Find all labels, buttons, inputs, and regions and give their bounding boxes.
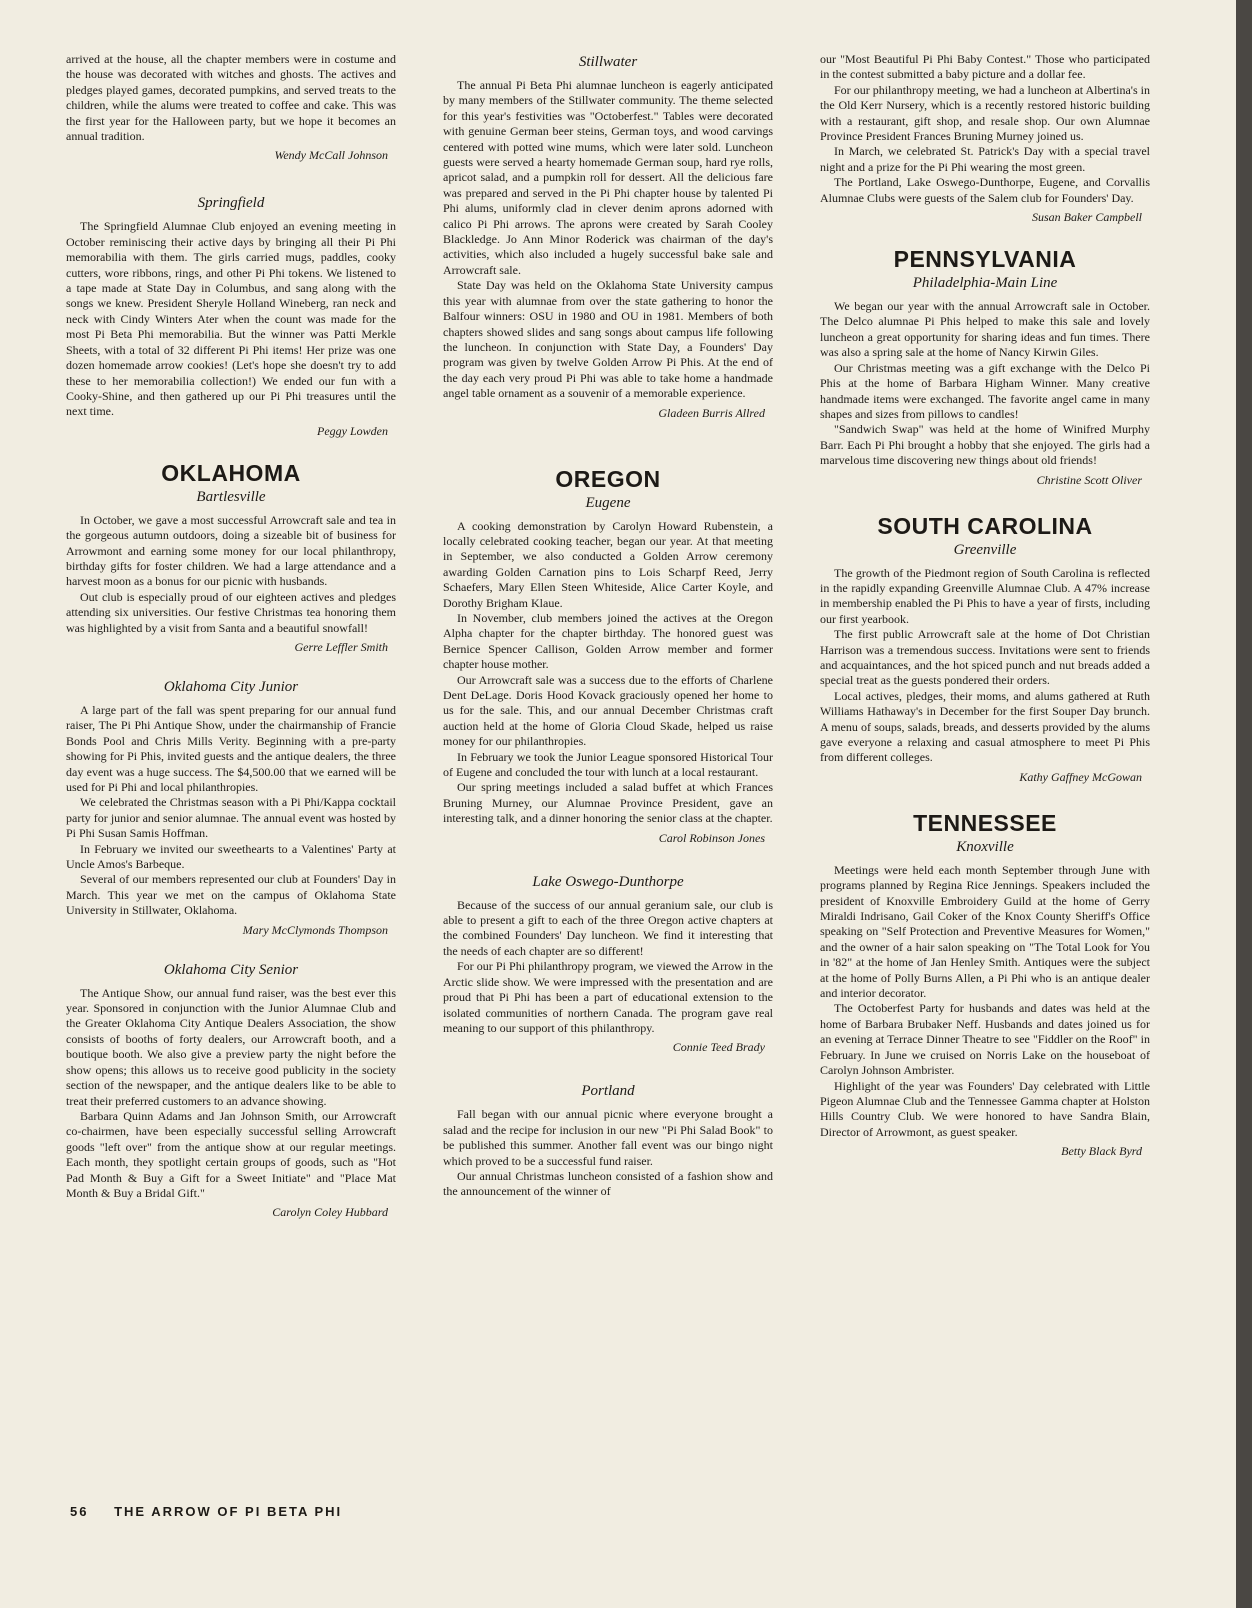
club-title: Bartlesville xyxy=(196,488,266,505)
author-signature: Susan Baker Campbell xyxy=(1032,210,1142,225)
author-signature: Gerre Leffler Smith xyxy=(294,639,388,654)
article-paragraph: The first public Arrowcraft sale at the home of Dot Christian Harrison was a tremendous success. Invitations were sent to friends and acquaintances, and the hot spiced punch and nut breads added a special treat as the guests pondered their orders. xyxy=(820,627,1150,688)
article-paragraph: arrived at the house, all the chapter members were in costume and the house was decorated with witches and ghosts. The actives and pledges played games, decorated pumpkins, and served treats to the children, while the alums were treated to coffee and cake. This was the first year for the Halloween party, but we hope it becomes an annual tradition. xyxy=(66,52,396,144)
article-paragraph: Our Arrowcraft sale was a success due to the efforts of Charlene Dent DeLage. Doris Hood Kovack graciously opened her home to us for the sale. This, and our annual December Christmas craft auction held at the home of Gloria Cloud Skade, helped us raise money for our philanthropies. xyxy=(443,672,773,749)
page-footer xyxy=(70,1504,342,1519)
article-paragraph: The annual Pi Beta Phi alumnae luncheon is eagerly anticipated by many members of the Stillwater community. The theme selected for this year's festivities was "Octoberfest." Tables were decorated with genuine German beer steins, German toys, and wood carvings centered with potted wine mums, which were later sold. Luncheon guests were served a hearty homemade German soup, hard rye rolls, apricot salad, and a pumpkin roll for dessert. All the delicious fare was prepared and served in the Pi Phi chapter house by talented Pi Phi alums, uniformly clad in clever denim aprons adorned with calico Pi Phi arrows. The aprons were created by Sarah Cooley Blackledge. Jo Ann Minor Roderick was chairman of the day's activities, which also included a hugely successful bake sale and Arrowcraft sale. xyxy=(443,78,773,277)
club-title: Philadelphia-Main Line xyxy=(912,275,1058,292)
article-paragraph: In February we invited our sweethearts to a Valentines' Party at Uncle Amos's Barbeque. xyxy=(66,841,396,872)
article-paragraph: In November, club members joined the actives at the Oregon Alpha chapter for the chapter birthday. The honored guest was Bernice Spencer Callison, Golden Arrow member and former chapter house mother. xyxy=(443,610,773,672)
article-paragraph: Our annual Christmas luncheon consisted of a fashion show and the announcement of the winner of xyxy=(443,1168,773,1199)
column-middle xyxy=(443,52,773,1200)
article-paragraph: The growth of the Piedmont region of South Carolina is reflected in the rapidly expanding Greenville Alumnae Club. A 47% increase in membership enabled the Pi Phis to have a year of firsts, including our first yearbook. xyxy=(820,565,1150,626)
article-paragraph: Out club is especially proud of our eighteen actives and pledges attending six universities. Our festive Christmas tea honoring them was highlighted by a visit from Santa and a beautiful snowfall! xyxy=(66,589,396,635)
state-heading: OREGON xyxy=(555,465,661,492)
author-signature: Carol Robinson Jones xyxy=(658,830,765,845)
article-paragraph: Fall began with our annual picnic where everyone brought a salad and the recipe for inclusion in our new "Pi Phi Salad Book" to be published this summer. Another fall event was our bingo night which proved to be a successful fund raiser. xyxy=(443,1107,773,1168)
author-signature: Mary McClymonds Thompson xyxy=(242,922,388,937)
club-title: Portland xyxy=(581,1083,635,1100)
club-title: Greenville xyxy=(953,541,1017,558)
article-paragraph: For our philanthropy meeting, we had a luncheon at Albertina's in the Old Kerr Nursery, which is a recently restored historic building with a restaurant, gift shop, and resale shop. Our own Alumnae Province President Frances Bruning Murney joined us. xyxy=(820,82,1150,144)
column-right xyxy=(820,52,1150,1159)
author-signature: Peggy Lowden xyxy=(317,423,388,438)
article-paragraph: Highlight of the year was Founders' Day celebrated with Little Pigeon Alumnae Club and the Tennessee Gamma chapter at Holston Hills Country Club. We were honored to have Sandra Blain, Director of Arrowmont, as guest speaker. xyxy=(820,1078,1150,1139)
state-heading: OKLAHOMA xyxy=(161,459,301,486)
author-signature: Carolyn Coley Hubbard xyxy=(272,1205,388,1220)
article-paragraph: State Day was held on the Oklahoma State University campus this year with alumnae from over the state gathering to honor the Balfour winners: OSU in 1980 and OU in 1981. Members of both chapters showed slides and sang songs about campus life following the luncheon. In conjunction with State Day, a Founders' Day program was given by twelve Golden Arrow Pi Phis. At the end of the day each very proud Pi Phi was able to take home a handmade angel table ornament as a souvenir of a memorable experience. xyxy=(443,278,773,401)
column-left xyxy=(66,52,396,1220)
article-paragraph: The Springfield Alumnae Club enjoyed an evening meeting in October reminiscing their active days by bringing all their Pi Phi memorabilia with them. The girls carried mugs, paddles, cooky cutters, wore ribbons, rings, and other Pi Phi tokens. We listened to a tape made at State Day in Columbus, and sang along with the songs we knew. President Sheryle Holland Wineberg, ran neck and neck with Cindy Winters Ater when the count was made for the most Pi Beta Phi memorabilia. But the winner was Patti Merkle Sheets, with a total of 32 different Pi Phi items! Her prize was one dozen homemade arrow cookies! (Let's hope she doesn't try to add these to her memorabilia collection!) We ended our fun with a Cooky-Shine, and then gathered up our Pi Phi treasures until the next time. xyxy=(66,219,396,419)
article-paragraph: In February we took the Junior League sponsored Historical Tour of Eugene and concluded the tour with lunch at a local restaurant. xyxy=(443,749,773,780)
article-paragraph: The Portland, Lake Oswego-Dunthorpe, Eugene, and Corvallis Alumnae Clubs were guests of the Salem club for Founders' Day. xyxy=(820,175,1150,205)
article-paragraph: For our Pi Phi philanthropy program, we viewed the Arrow in the Arctic slide show. We were impressed with the presentation and are proud that Pi Phi has been a part of educational extension to the isolated communities of northern Canada. The program gave real meaning to our support of this philanthropy. xyxy=(443,959,773,1035)
publication-name: THE ARROW OF PI BETA PHI xyxy=(114,1504,343,1519)
article-paragraph: Local actives, pledges, their moms, and alums gathered at Ruth Williams Hathaway's in December for the first Souper Day brunch. A menu of soups, salads, breads, and desserts provided by the alums gave everyone a relaxing and casual atmosphere to meet Pi Phis from different colleges. xyxy=(820,688,1150,765)
article-paragraph: our "Most Beautiful Pi Phi Baby Contest." Those who participated in the contest submitted a baby picture and a dollar fee. xyxy=(820,52,1150,82)
article-paragraph: The Octoberfest Party for husbands and dates was held at the home of Barbara Brubaker Neff. Husbands and dates joined us for an evening at Terrace Dinner Theatre to see "Fiddler on the Roof" in February. In June we cruised on Norris Lake on the houseboat of Carolyn Johnson Ambrister. xyxy=(820,1001,1150,1078)
article-paragraph: "Sandwich Swap" was held at the home of Winifred Murphy Barr. Each Pi Phi brought a hobby that she enjoyed. The girls had a marvelous time discovering new things about old friends! xyxy=(820,422,1150,468)
article-paragraph: Our Christmas meeting was a gift exchange with the Delco Pi Phis at the home of Barbara Higham Winner. Many creative handmade items were exchanged. The favorite angel came in many shapes and sizes from pillows to candles! xyxy=(820,360,1150,421)
page-number: 56 xyxy=(70,1504,89,1519)
article-paragraph: In October, we gave a most successful Arrowcraft sale and tea in the gorgeous autumn outdoors, doing a sizeable bit of business for Arrowmont and earning some money for our local philanthropy, birthday gifts for foster children. We had a large attendance and a harvest moon as a bonus for our picnic with husbands. xyxy=(66,512,396,589)
article-paragraph: The Antique Show, our annual fund raiser, was the best ever this year. Sponsored in conjunction with the Junior Alumnae Club and the Greater Oklahoma City Antique Dealers Association, the show consists of booths of forty dealers, our Arrowcraft booth, and a boutique booth. We also give a preview party the night before the show opens; this allows us to receive good publicity in the society section of the newspaper, and the antique dealers like to be able to treat their preferred customers to an advance showing. xyxy=(66,985,396,1108)
club-title: Lake Oswego-Dunthorpe xyxy=(532,873,684,890)
author-signature: Kathy Gaffney McGowan xyxy=(1019,769,1142,784)
author-signature: Gladeen Burris Allred xyxy=(658,405,765,420)
author-signature: Wendy McCall Johnson xyxy=(274,148,388,163)
state-heading: PENNSYLVANIA xyxy=(893,246,1077,273)
club-title: Eugene xyxy=(585,494,631,511)
author-signature: Connie Teed Brady xyxy=(672,1040,765,1055)
article-paragraph: Several of our members represented our club at Founders' Day in March. This year we met on the campus of Oklahoma State University in Stillwater, Oklahoma. xyxy=(66,872,396,918)
article-paragraph: In March, we celebrated St. Patrick's Day with a special travel night and a prize for the Pi Phi wearing the most green. xyxy=(820,144,1150,174)
club-title: Oklahoma City Senior xyxy=(163,961,299,978)
article-paragraph: Because of the success of our annual geranium sale, our club is able to present a gift to each of the three Oregon active chapters at the combined Founders' Day luncheon. We find it interesting that the needs of each chapter are so different! xyxy=(443,897,773,958)
club-title: Oklahoma City Junior xyxy=(163,678,299,695)
article-paragraph: A cooking demonstration by Carolyn Howard Rubenstein, a locally celebrated cooking teacher, began our year. At that meeting in September, we also conducted a Golden Arrow ceremony awarding Golden Carnation pins to Lois Scharpf Reed, Jerry Schaefers, Mary Ellen Steen Whiteside, Alice Carter Koyle, and Dorothy Brigham Klaue. xyxy=(443,518,773,610)
article-paragraph: A large part of the fall was spent preparing for our annual fund raiser, The Pi Phi Antique Show, under the chairmanship of Francie Bonds Pool and Chris Mills Verity. Beginning with a pre-party showing for Pi Phis, invited guests and the antique dealers, the three day event was a huge success. The $4,500.00 that we earned will be used for Pi Phi and local philanthropies. xyxy=(66,702,396,794)
article-paragraph: Barbara Quinn Adams and Jan Johnson Smith, our Arrowcraft co-chairmen, have been especially successful selling Arrowcraft goods "left over" from the antique show at our regular meetings. Each month, they spotlight certain groups of goods, such as "Hot Pad Month & Buy a Gift for a Sweet Initiate" and "Place Mat Month & Buy a Bridal Gift." xyxy=(66,1108,396,1200)
article-paragraph: We began our year with the annual Arrowcraft sale in October. The Delco alumnae Pi Phis helped to make this sale and lovely luncheon a great opportunity for sharing ideas and fun times. There was also a spring sale at the home of Nancy Kirwin Giles. xyxy=(820,299,1150,360)
article-paragraph: We celebrated the Christmas season with a Pi Phi/Kappa cocktail party for junior and senior alumnae. The annual event was hosted by Pi Phi Susan Samis Hoffman. xyxy=(66,795,396,841)
author-signature: Betty Black Byrd xyxy=(1061,1144,1142,1159)
page-edge-shadow xyxy=(1236,0,1252,1608)
state-heading: SOUTH CAROLINA xyxy=(877,512,1093,539)
club-title: Knoxville xyxy=(956,838,1014,855)
state-heading: TENNESSEE xyxy=(913,809,1057,836)
article-paragraph: Meetings were held each month September through June with programs planned by Regina Rice Jennings. Speakers included the president of Knoxville Embroidery Guild at the home of Gerry Miraldi Indrisano, Gail Coker of the Knox County Sheriff's Office speaking on "Self Protection and Preventive Measures for Women," and the owner of a hair salon speaking on "The Total Look for You in '82" at the home of Jan Henley Smith. Antiques were the subject at the home of Polly Burns Allen, a Pi Phi who is an antique dealer and interior decorator. xyxy=(820,862,1150,1001)
club-title: Stillwater xyxy=(578,54,638,70)
author-signature: Christine Scott Oliver xyxy=(1036,472,1142,487)
club-title: Springfield xyxy=(197,195,265,212)
article-paragraph: Our spring meetings included a salad buffet at which Frances Bruning Murney, our Alumnae Province President, gave an interesting talk, and a dinner honoring the senior class at the chapter. xyxy=(443,780,773,826)
